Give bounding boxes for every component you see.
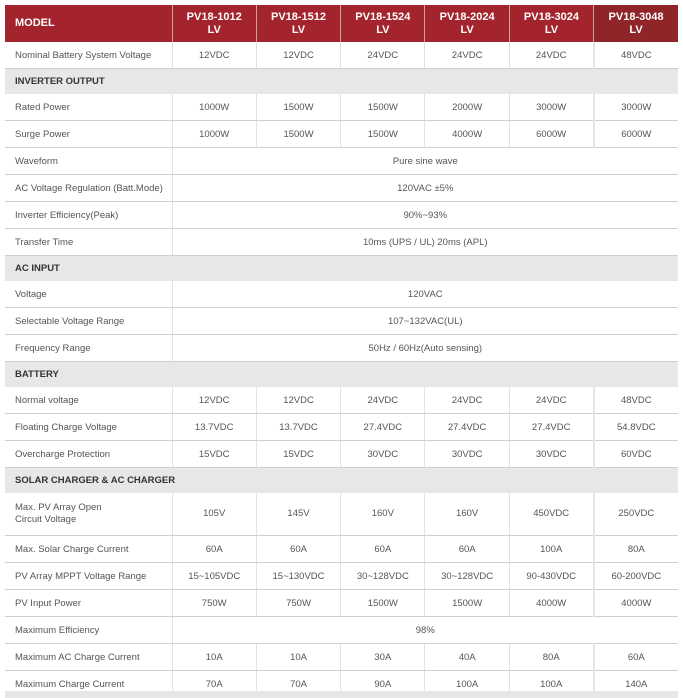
table-row bbox=[5, 441, 678, 468]
row-value: 4000W bbox=[425, 121, 509, 148]
row-value: 13.7VDC bbox=[256, 414, 340, 441]
row-value: 50Hz / 60Hz(Auto sensing) bbox=[172, 335, 678, 362]
spec-table-body bbox=[5, 42, 678, 698]
section-header-row bbox=[5, 362, 678, 388]
row-value: 13.7VDC bbox=[172, 414, 256, 441]
row-value: 160V bbox=[425, 493, 509, 536]
row-value: 90A bbox=[341, 671, 425, 698]
model-column-header: PV18-1512 LV bbox=[256, 5, 340, 42]
row-value: 60A bbox=[172, 536, 256, 563]
model-header: MODEL bbox=[5, 5, 172, 42]
row-value: 120VAC bbox=[172, 281, 678, 308]
row-value: 105V bbox=[172, 493, 256, 536]
section-header-row bbox=[5, 69, 678, 95]
row-value: 40A bbox=[425, 644, 509, 671]
table-row bbox=[5, 94, 678, 121]
row-value: 30A bbox=[341, 644, 425, 671]
row-value: 60A bbox=[425, 536, 509, 563]
row-label: Floating Charge Voltage bbox=[5, 414, 172, 441]
table-row bbox=[5, 644, 678, 671]
row-value: Pure sine wave bbox=[172, 148, 678, 175]
row-value: 3000W bbox=[509, 94, 593, 121]
table-row bbox=[5, 536, 678, 563]
table-row bbox=[5, 281, 678, 308]
row-value: 24VDC bbox=[341, 387, 425, 414]
section-header-row bbox=[5, 256, 678, 282]
row-value: 1500W bbox=[341, 121, 425, 148]
row-value: 1000W bbox=[172, 121, 256, 148]
row-value: 24VDC bbox=[425, 42, 509, 69]
row-value: 120VAC ±5% bbox=[172, 175, 678, 202]
row-value: 100A bbox=[509, 536, 593, 563]
row-value: 27.4VDC bbox=[341, 414, 425, 441]
row-value: 250VDC bbox=[594, 493, 678, 536]
table-row bbox=[5, 308, 678, 335]
row-label: Maximum Charge Current bbox=[5, 671, 172, 698]
row-label: Waveform bbox=[5, 148, 172, 175]
section-title: BATTERY bbox=[5, 362, 678, 388]
row-value: 3000W bbox=[594, 94, 678, 121]
row-label: Rated Power bbox=[5, 94, 172, 121]
row-label: AC Voltage Regulation (Batt.Mode) bbox=[5, 175, 172, 202]
row-value: 12VDC bbox=[256, 387, 340, 414]
row-value: 15~105VDC bbox=[172, 563, 256, 590]
row-label: Maximum AC Charge Current bbox=[5, 644, 172, 671]
table-row bbox=[5, 148, 678, 175]
row-value: 6000W bbox=[594, 121, 678, 148]
row-value: 100A bbox=[509, 671, 593, 698]
row-value: 100A bbox=[425, 671, 509, 698]
table-row bbox=[5, 229, 678, 256]
row-label: PV Array MPPT Voltage Range bbox=[5, 563, 172, 590]
table-footer-band bbox=[5, 691, 678, 698]
row-value: 15VDC bbox=[172, 441, 256, 468]
table-row bbox=[5, 590, 678, 617]
row-value: 24VDC bbox=[425, 387, 509, 414]
table-row bbox=[5, 42, 678, 69]
table-row bbox=[5, 387, 678, 414]
row-label: Max. PV Array Open Circuit Voltage bbox=[5, 493, 172, 536]
row-value: 750W bbox=[256, 590, 340, 617]
row-label: Voltage bbox=[5, 281, 172, 308]
table-row bbox=[5, 493, 678, 536]
model-column-header: PV18-2024 LV bbox=[425, 5, 509, 42]
row-value: 24VDC bbox=[341, 42, 425, 69]
table-row bbox=[5, 617, 678, 644]
row-value: 1500W bbox=[256, 94, 340, 121]
row-value: 90-430VDC bbox=[509, 563, 593, 590]
row-value: 140A bbox=[594, 671, 678, 698]
row-value: 80A bbox=[509, 644, 593, 671]
row-value: 12VDC bbox=[172, 387, 256, 414]
row-value: 60-200VDC bbox=[594, 563, 678, 590]
model-column-header: PV18-1524 LV bbox=[341, 5, 425, 42]
row-value: 30~128VDC bbox=[341, 563, 425, 590]
model-column-header: PV18-3024 LV bbox=[509, 5, 593, 42]
row-value: 160V bbox=[341, 493, 425, 536]
row-label: Inverter Efficiency(Peak) bbox=[5, 202, 172, 229]
table-row bbox=[5, 121, 678, 148]
row-value: 30VDC bbox=[425, 441, 509, 468]
row-label: PV Input Power bbox=[5, 590, 172, 617]
spec-table bbox=[5, 5, 678, 698]
row-value: 60A bbox=[594, 644, 678, 671]
row-value: 24VDC bbox=[509, 42, 593, 69]
row-value: 80A bbox=[594, 536, 678, 563]
row-value: 54.8VDC bbox=[594, 414, 678, 441]
row-value: 70A bbox=[256, 671, 340, 698]
row-value: 48VDC bbox=[594, 42, 678, 69]
row-value: 107~132VAC(UL) bbox=[172, 308, 678, 335]
row-value: 10A bbox=[172, 644, 256, 671]
row-value: 27.4VDC bbox=[425, 414, 509, 441]
row-value: 2000W bbox=[425, 94, 509, 121]
table-row bbox=[5, 175, 678, 202]
row-value: 30VDC bbox=[341, 441, 425, 468]
section-title: INVERTER OUTPUT bbox=[5, 69, 678, 95]
section-title: SOLAR CHARGER & AC CHARGER bbox=[5, 468, 678, 494]
row-value: 450VDC bbox=[509, 493, 593, 536]
model-column-header: PV18-3048 LV bbox=[594, 5, 678, 42]
row-value: 27.4VDC bbox=[509, 414, 593, 441]
row-value: 98% bbox=[172, 617, 678, 644]
row-value: 24VDC bbox=[509, 387, 593, 414]
row-value: 1500W bbox=[341, 94, 425, 121]
row-value: 60VDC bbox=[594, 441, 678, 468]
section-title: AC INPUT bbox=[5, 256, 678, 282]
table-row bbox=[5, 202, 678, 229]
row-value: 12VDC bbox=[256, 42, 340, 69]
row-value: 30VDC bbox=[509, 441, 593, 468]
table-row bbox=[5, 414, 678, 441]
row-value: 60A bbox=[341, 536, 425, 563]
row-label: Overcharge Protection bbox=[5, 441, 172, 468]
row-label: Surge Power bbox=[5, 121, 172, 148]
row-value: 1500W bbox=[341, 590, 425, 617]
table-row bbox=[5, 335, 678, 362]
row-value: 1000W bbox=[172, 94, 256, 121]
row-value: 90%~93% bbox=[172, 202, 678, 229]
row-value: 48VDC bbox=[594, 387, 678, 414]
row-value: 4000W bbox=[509, 590, 593, 617]
row-value: 1500W bbox=[425, 590, 509, 617]
model-column-header: PV18-1012 LV bbox=[172, 5, 256, 42]
row-label: Maximum Efficiency bbox=[5, 617, 172, 644]
row-value: 6000W bbox=[509, 121, 593, 148]
row-value: 4000W bbox=[594, 590, 678, 617]
row-label: Max. Solar Charge Current bbox=[5, 536, 172, 563]
table-row bbox=[5, 563, 678, 590]
row-value: 1500W bbox=[256, 121, 340, 148]
row-value: 30~128VDC bbox=[425, 563, 509, 590]
row-value: 10ms (UPS / UL) 20ms (APL) bbox=[172, 229, 678, 256]
row-label: Transfer Time bbox=[5, 229, 172, 256]
row-label: Normal voltage bbox=[5, 387, 172, 414]
row-label: Frequency Range bbox=[5, 335, 172, 362]
row-label: Selectable Voltage Range bbox=[5, 308, 172, 335]
section-header-row bbox=[5, 468, 678, 494]
row-value: 15VDC bbox=[256, 441, 340, 468]
row-value: 12VDC bbox=[172, 42, 256, 69]
row-value: 10A bbox=[256, 644, 340, 671]
row-value: 750W bbox=[172, 590, 256, 617]
row-value: 70A bbox=[172, 671, 256, 698]
row-value: 145V bbox=[256, 493, 340, 536]
row-label: Nominal Battery System Voltage bbox=[5, 42, 172, 69]
row-value: 60A bbox=[256, 536, 340, 563]
header-row bbox=[5, 5, 678, 42]
row-value: 15~130VDC bbox=[256, 563, 340, 590]
